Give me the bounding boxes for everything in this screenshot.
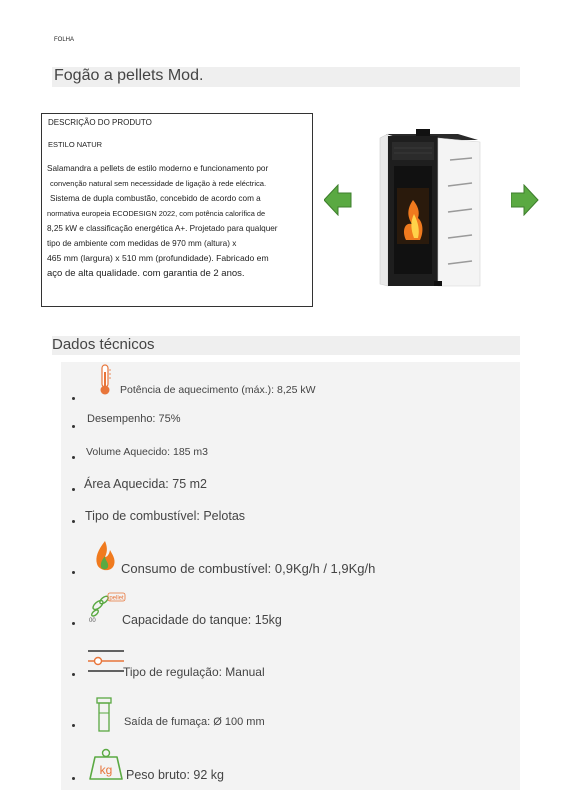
bullet <box>72 571 75 574</box>
spec-regulation-type: Tipo de regulação: Manual <box>123 665 265 679</box>
spec-heated-area: Área Aquecida: 75 m2 <box>84 477 207 491</box>
spec-gross-weight: Peso bruto: 92 kg <box>126 768 224 782</box>
folha-label: FOLHA <box>54 37 75 43</box>
description-line: Sistema de dupla combustão, concebido de acordo com a <box>50 194 261 203</box>
bullet <box>72 456 75 459</box>
spec-heated-volume: Volume Aquecido: 185 m3 <box>86 446 209 458</box>
spec-fuel-type: Tipo de combustível: Pelotas <box>85 509 246 523</box>
bullet <box>72 622 75 625</box>
weight-icon-label: kg <box>99 763 113 777</box>
description-text <box>47 161 309 281</box>
flame-icon <box>93 540 117 574</box>
description-line: 8,25 kW e classificação energética A+. Projetado para qualquer <box>47 224 278 233</box>
pellet-stove-image <box>378 126 482 288</box>
description-heading: DESCRIÇÃO DO PRODUTO <box>48 118 152 127</box>
bullet <box>72 520 75 523</box>
spec-tank-capacity: Capacidade do tanque: 15kg <box>122 613 282 627</box>
description-line: convenção natural sem necessidade de ligação à rede eléctrica. <box>50 179 267 188</box>
pellets-icon <box>86 591 126 623</box>
bullet <box>72 425 75 428</box>
chimney-pipe-icon <box>96 697 112 733</box>
description-line: 465 mm (largura) x 510 mm (profundidade). Fabricado em <box>47 253 269 263</box>
description-line: normativa europeia ECODESIGN 2022, com potência calorífica de <box>47 209 266 218</box>
weight-kg-icon <box>88 748 124 780</box>
spec-heating-power: Potência de aquecimento (máx.): 8,25 kW <box>120 384 316 396</box>
next-arrow-icon[interactable] <box>511 184 539 216</box>
bullet <box>72 397 75 400</box>
spec-fuel-consumption: Consumo de combustível: 0,9Kg/h / 1,9Kg/h <box>121 561 376 576</box>
technical-data-bar <box>52 336 520 355</box>
pellet-tag-label: pellet <box>109 595 124 602</box>
previous-arrow-icon[interactable] <box>324 184 352 216</box>
bullet <box>72 724 75 727</box>
spec-performance: Desempenho: 75% <box>87 413 181 425</box>
product-description-box <box>41 113 313 307</box>
pellet-ratio-label: 00 <box>89 618 96 623</box>
bullet <box>72 488 75 491</box>
spec-smoke-outlet: Saída de fumaça: Ø 100 mm <box>124 716 265 728</box>
technical-data-title: Dados técnicos <box>52 336 155 353</box>
thermometer-icon <box>97 364 113 396</box>
description-line: Salamandra a pellets de estilo moderno e funcionamento por <box>47 164 269 173</box>
style-name: ESTILO NATUR <box>48 140 103 149</box>
bullet <box>72 777 75 780</box>
bullet <box>72 673 75 676</box>
product-title-bar <box>52 67 520 87</box>
regulation-slider-icon <box>87 648 125 674</box>
description-line: tipo de ambiente com medidas de 970 mm (altura) x <box>47 239 237 248</box>
product-title: Fogão a pellets Mod. <box>54 67 204 84</box>
description-line: aço de alta qualidade. com garantia de 2 anos. <box>47 268 245 279</box>
